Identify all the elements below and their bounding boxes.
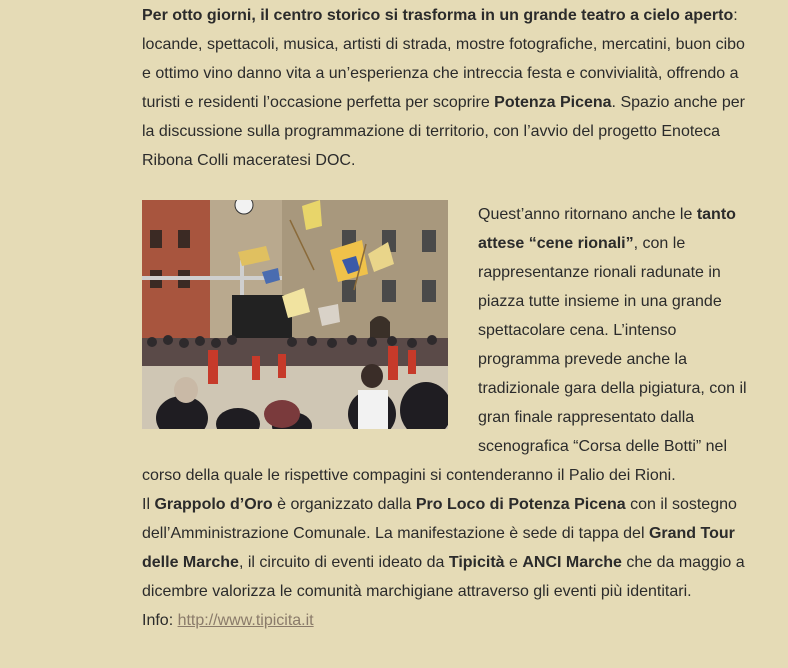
grand-tour-bold: Grand Tour delle Marche xyxy=(142,525,735,571)
organizer-text-4: , il circuito di eventi ideato da xyxy=(238,554,449,571)
flag-wavers-photo xyxy=(142,200,448,429)
intro-text-1: : locande, spettacoli, musica, artisti di strada, mostre fotografiche, mercatini, buon cibo e ottimo vino danno vita a un’esperienza che intreccia festa e convivialità, offrendo a turisti e residenti l’occasione perfetta per scoprire xyxy=(142,7,745,111)
organizer-text-2: è organizzato dalla xyxy=(272,496,416,513)
event-paragraph xyxy=(142,200,748,635)
article-body xyxy=(142,0,748,635)
anci-bold: ANCI Marche xyxy=(522,554,622,571)
tipicita-link[interactable]: http://www.tipicita.it xyxy=(177,612,314,629)
intro-text-2: . Spazio anche per la discussione sulla programmazione di territorio, con l’avvio del progetto Enoteca Ribona Colli maceratesi DOC. xyxy=(142,94,745,169)
info-label: Info: xyxy=(142,612,178,629)
town-name-bold: Potenza Picena xyxy=(494,94,612,111)
organizer-text-5: e xyxy=(504,554,523,571)
cene-text-1: Quest’anno ritornano anche le xyxy=(478,206,697,223)
tipicita-bold: Tipicità xyxy=(448,554,505,571)
cene-rionali-bold: tanto attese “cene rionali” xyxy=(478,206,736,252)
intro-lead-bold: Per otto giorni, il centro storico si trasforma in un grande teatro a cielo aperto xyxy=(142,7,734,24)
organizer-text-1: Il xyxy=(142,496,155,513)
proloco-bold: Pro Loco di Potenza Picena xyxy=(415,496,626,513)
grappolo-bold: Grappolo d’Oro xyxy=(154,496,273,513)
intro-paragraph xyxy=(142,0,748,175)
organizer-text-6: che da maggio a dicembre valorizza le comunità marchigiane attraverso gli eventi più identitari. xyxy=(142,554,745,600)
cene-text-2: , con le rappresentanze rionali radunate in piazza tutte insieme in una grande spettacolare cena. L’intenso programma prevede anche la tradizionale gara della pigiatura, con il gran finale rappresentato dalla scenografica “Corsa delle Botti” nel corso della quale le rispettive compagini si contenderanno il Palio dei Rioni. xyxy=(142,235,747,484)
organizer-text-3: con il sostegno dell’Amministrazione Comunale. La manifestazione è sede di tappa del xyxy=(142,496,737,542)
